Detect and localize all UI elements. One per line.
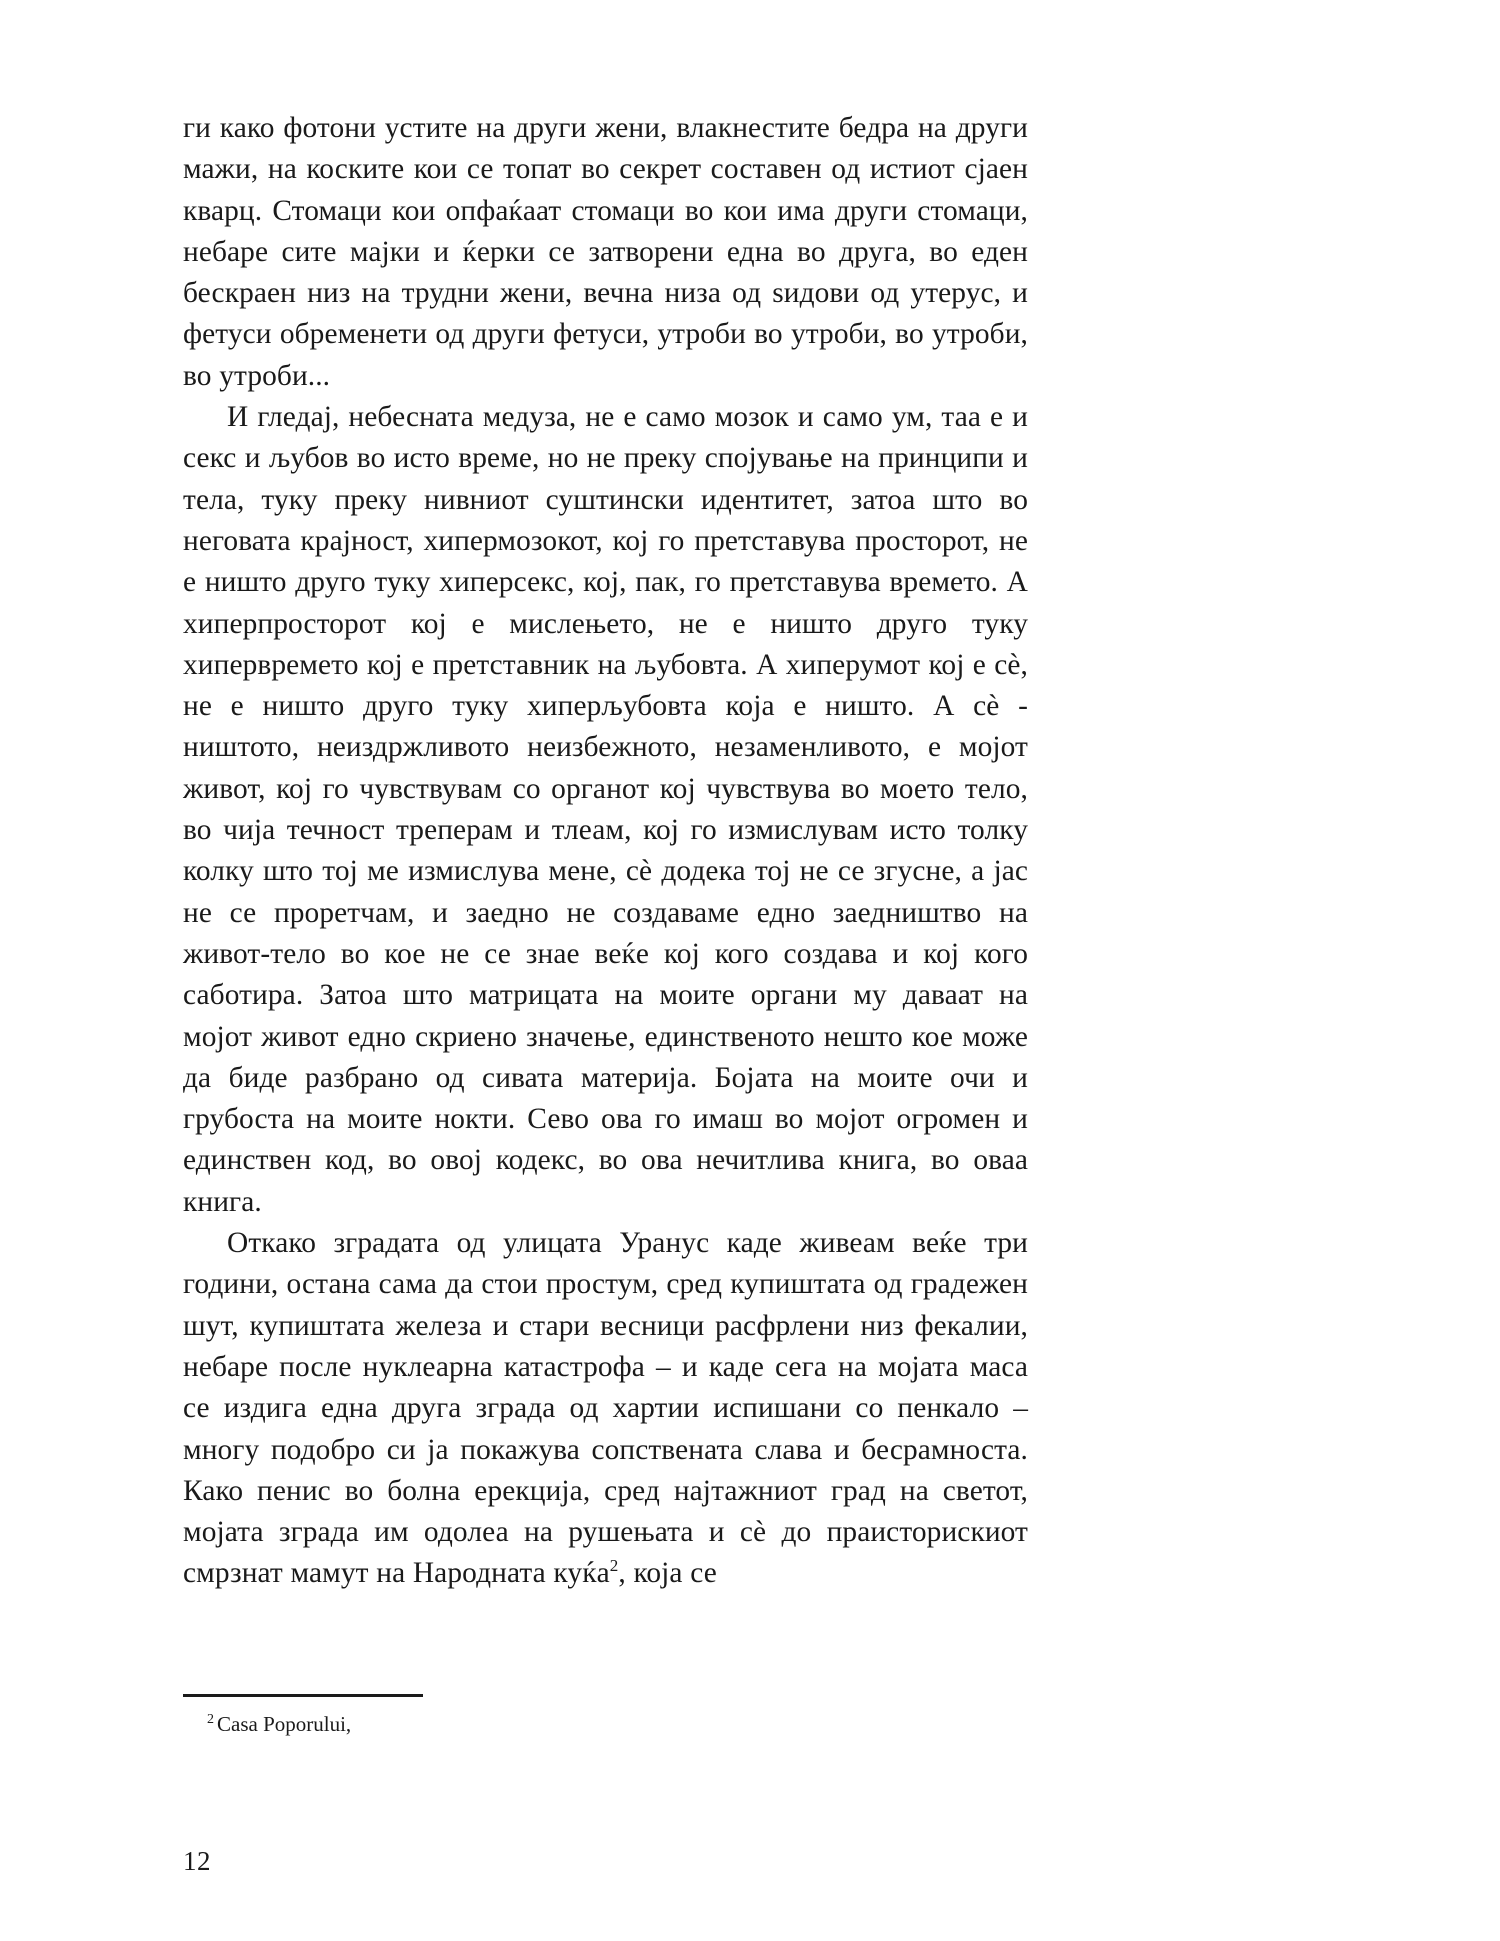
paragraph-uranus-text-after-footnote: , која се — [618, 1557, 717, 1590]
footnote-separator-rule — [183, 1694, 423, 1697]
footnote-reference-marker[interactable]: 2 — [609, 1556, 619, 1576]
paragraph-continued: ги како фотони устите на други жени, влакнестите бедра на други мажи, на коските кои се топат во секрет составен од истиот сјаен кварц. Стомаци кои опфаќаат стомаци во кои има други стомаци, небаре сите мајки и ќерки се затворени една во друга, во еден бескраен низ на трудни жени, вечна низа од ѕидови од утерус, и фетуси обременети од други фетуси, утроби во утроби, во утроби, во утроби... — [183, 112, 1028, 392]
footnote-block — [183, 1694, 1028, 1738]
footnote-entry — [183, 1706, 1028, 1738]
paragraph-uranus — [183, 1223, 1028, 1595]
footnote-text: Casa Poporului, — [217, 1712, 352, 1736]
paragraph-medusa: И гледај, небесната медуза, не е само мозок и само ум, таа е и секс и љубов во исто време, но не преку спојување на принципи и тела, туку преку нивниот суштински идентитет, затоа што во неговата крајност, хипермозокот, кој го претставува просторот, не е ништо друго туку хиперсекс, кој, пак, го претставува времето. А хиперпросторот кој е мислењето, не е ништо друго туку хипервремето кој е претставник на љубовта. А хиперумот кој е сè, не е ништо друго туку хиперљубовта која е ништо. А сè - ништото, неиздржливото неизбежното, незаменливото, е мојот живот, кој го чувствувам со органот кој чувствува во моето тело, во чија течност треперам и тлеам, кој го измислувам исто толку колку што тој ме измислува мене, сè додека тој не се згусне, а јас не се проретчам, и заедно не создаваме едно заедништво на живот-тело во кое не се знае веќе кој кого создава и кој кого саботира. Затоа што матрицата на моите органи му даваат на мојот живот едно скриено значење, единственото нешто кое може да биде разбрано од сивата материја. Бојата на моите очи и грубоста на моите нокти. Сево ова го имаш во мојот огромен и единствен код, во овој кодекс, во ова нечитлива книга, во оваа книга. — [183, 401, 1028, 1218]
footnote-marker: 2 — [207, 1712, 214, 1727]
paragraph-uranus-text-before-footnote: Откако зградата од улицата Уранус каде живеам веќе три години, остана сама да стои простум, сред купиштата од градежен шут, купиштата железа и стари весници расфрлени низ фекалии, небаре после нуклеарна катастрофа – и каде сега на мојата маса се издига една друга зграда од хартии испишани со пенкало – многу подобро си ја покажува сопствената слава и бесрамноста. Како пенис во болна ерекција, сред најтажниот град на светот, мојата зграда им одолеа на рушењата и сè до праисторискиот смрзнат мамут на Народната куќа — [183, 1227, 1028, 1590]
body-text-column — [183, 108, 1028, 1595]
page-number: 12 — [183, 1846, 211, 1876]
